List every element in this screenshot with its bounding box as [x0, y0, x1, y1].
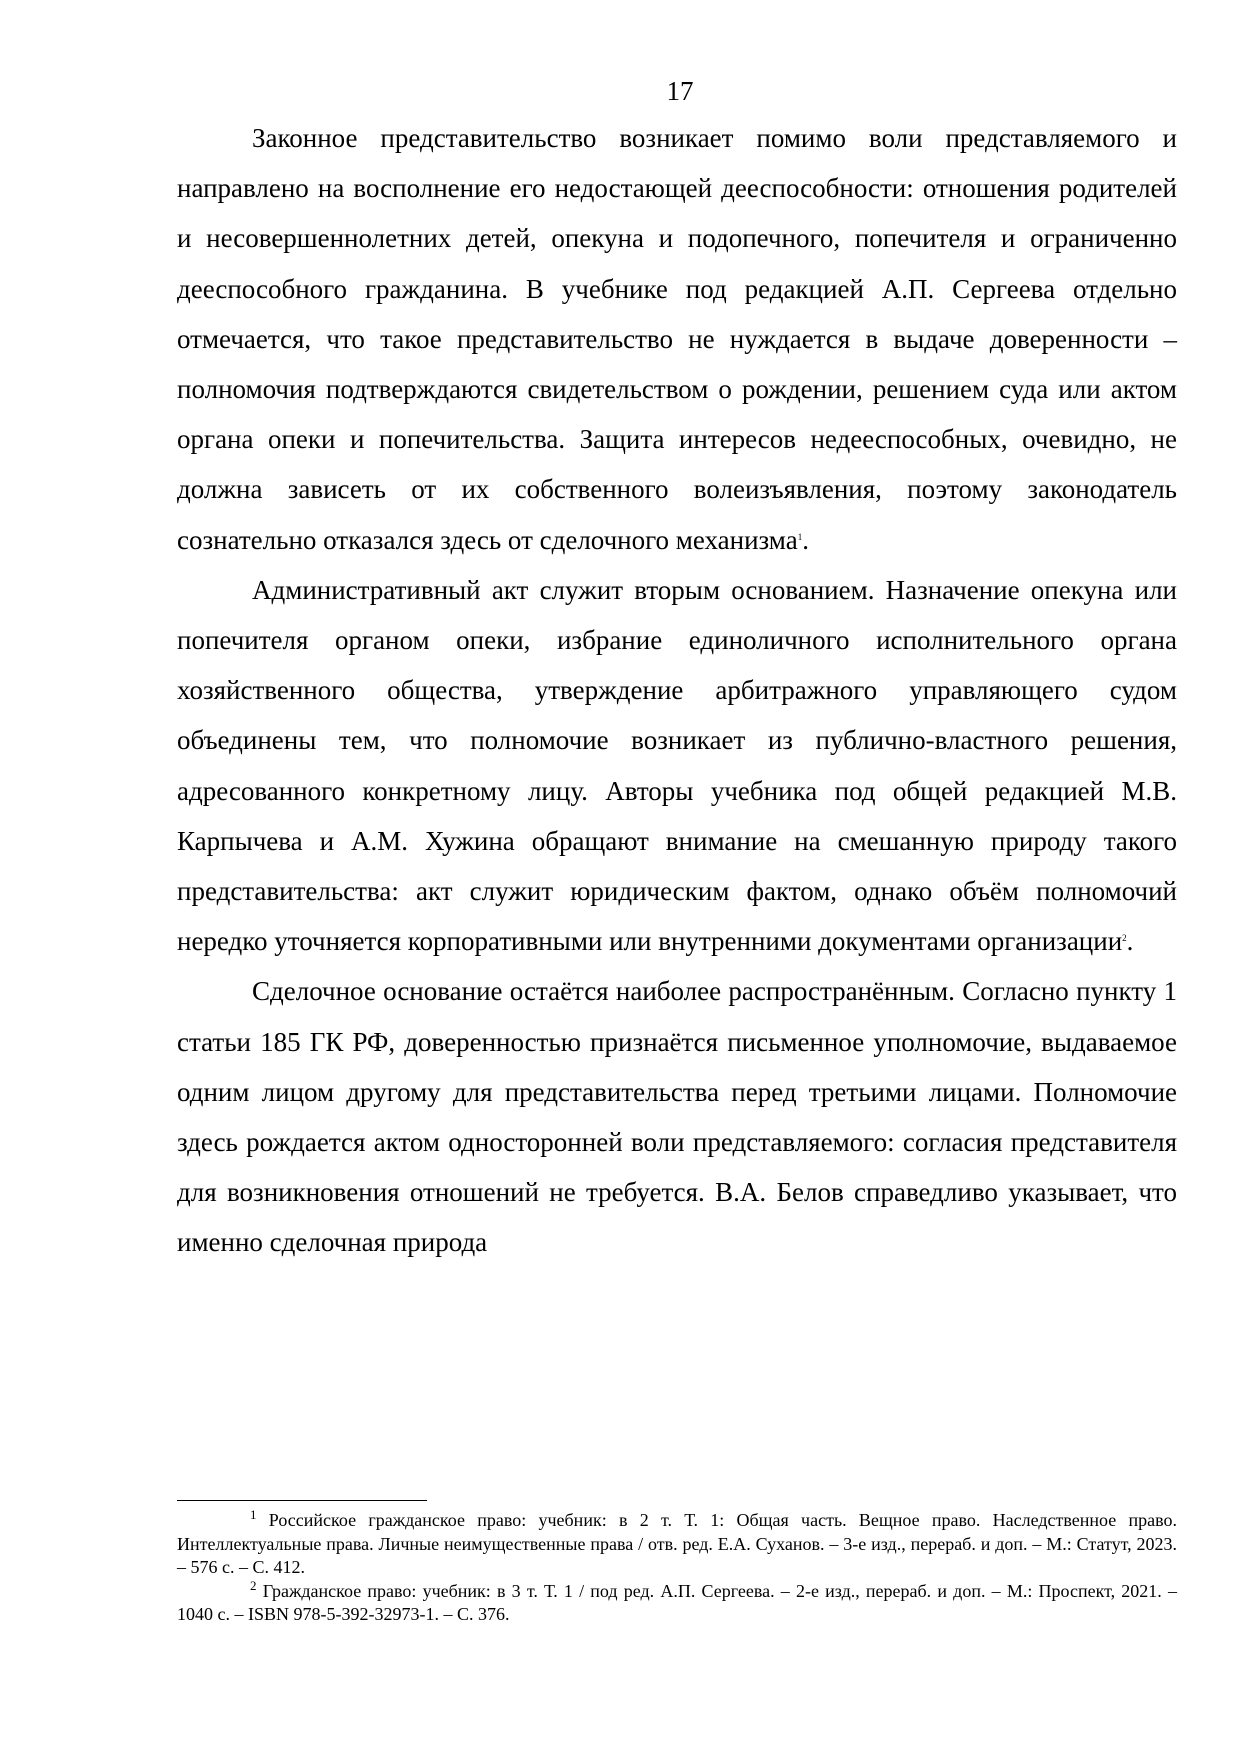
paragraph-transactional-basis — [177, 966, 1177, 1267]
footnote-mark: 1 — [250, 1507, 257, 1522]
footnote-mark: 2 — [250, 1577, 257, 1593]
footnote-reference[interactable]: 1 — [797, 531, 803, 542]
footnotes — [177, 1509, 1177, 1627]
footnote-1 — [177, 1509, 1177, 1580]
paragraph-text: Административный акт служит вторым основанием. Назначение опекуна или попечителя органом опеки, избрание единоличного исполнительного органа хозяйственного общества, утверждение арбитражного управляющего судом объединены тем, что полномочие возникает из публично-властного решения, адресованного конкретному лицу. Авторы учебника под общей редакцией М.В. Карпычева и А.М. Хужина обращают внимание на смешанную природу такого представительства: акт служит юридическим фактом, однако объём полномочий нередко уточняется корпоративными или внутренними документами организации — [177, 574, 1177, 957]
paragraph-tail: . — [1126, 926, 1134, 957]
footnote-separator — [177, 1500, 427, 1501]
body-text — [177, 113, 1177, 1268]
footnote-text: Гражданское право: учебник: в 3 т. Т. 1 / под ред. А.П. Сергеева. – 2-е изд., перераб. и доп. – М.: Проспект, 2021. – 1040 с. – ISBN 978-5-392-32973-1. – С. 376. — [177, 1580, 1177, 1624]
paragraph-tail: . — [802, 524, 809, 555]
paragraph-text: Сделочное основание остаётся наиболее распространённым. Согласно пункту 1 статьи 185 ГК РФ, доверенностью признаётся письменное уполномочие, выдаваемое одним лицом другому для представительства перед третьими лицами. Полномочие здесь рождается актом односторонней воли представляемого: согласия представителя для возникновения отношений не требуется. В.А. Белов справедливо указывает, что именно сделочная природа — [177, 976, 1177, 1258]
footnote-2 — [177, 1577, 1177, 1627]
footnote-reference[interactable]: 2 — [1122, 933, 1127, 944]
paragraph-text: Законное представительство возникает помимо воли представляемого и направлено на восполнение его недостающей дееспособности: отношения родителей и несовершеннолетних детей, опекуна и подопечного, попечителя и ограниченно дееспособного гражданина. В учебнике под редакцией А.П. Сергеева отдельно отмечается, что такое представительство не нуждается в выдаче доверенности – полномочия подтверждаются свидетельством о рождении, решением суда или актом органа опеки и попечительства. Защита интересов недееспособных, очевидно, не должна зависеть от их собственного волеизъявления, поэтому законодатель сознательно отказался здесь от сделочного механизма — [177, 123, 1177, 555]
paragraph-administrative-act — [177, 565, 1177, 967]
footnote-text: Российское гражданское право: учебник: в 2 т. Т. 1: Общая часть. Вещное право. Наследственное право. Интеллектуальные права. Личные неимущественные права / отв. ред. Е.А. Суханов. – 3-е изд., перераб. и доп. – М.: Статут, 2023. – 576 с. – С. 412. — [177, 1510, 1178, 1577]
page-number: 17 — [666, 76, 694, 106]
paragraph-legal-representation — [177, 113, 1177, 565]
